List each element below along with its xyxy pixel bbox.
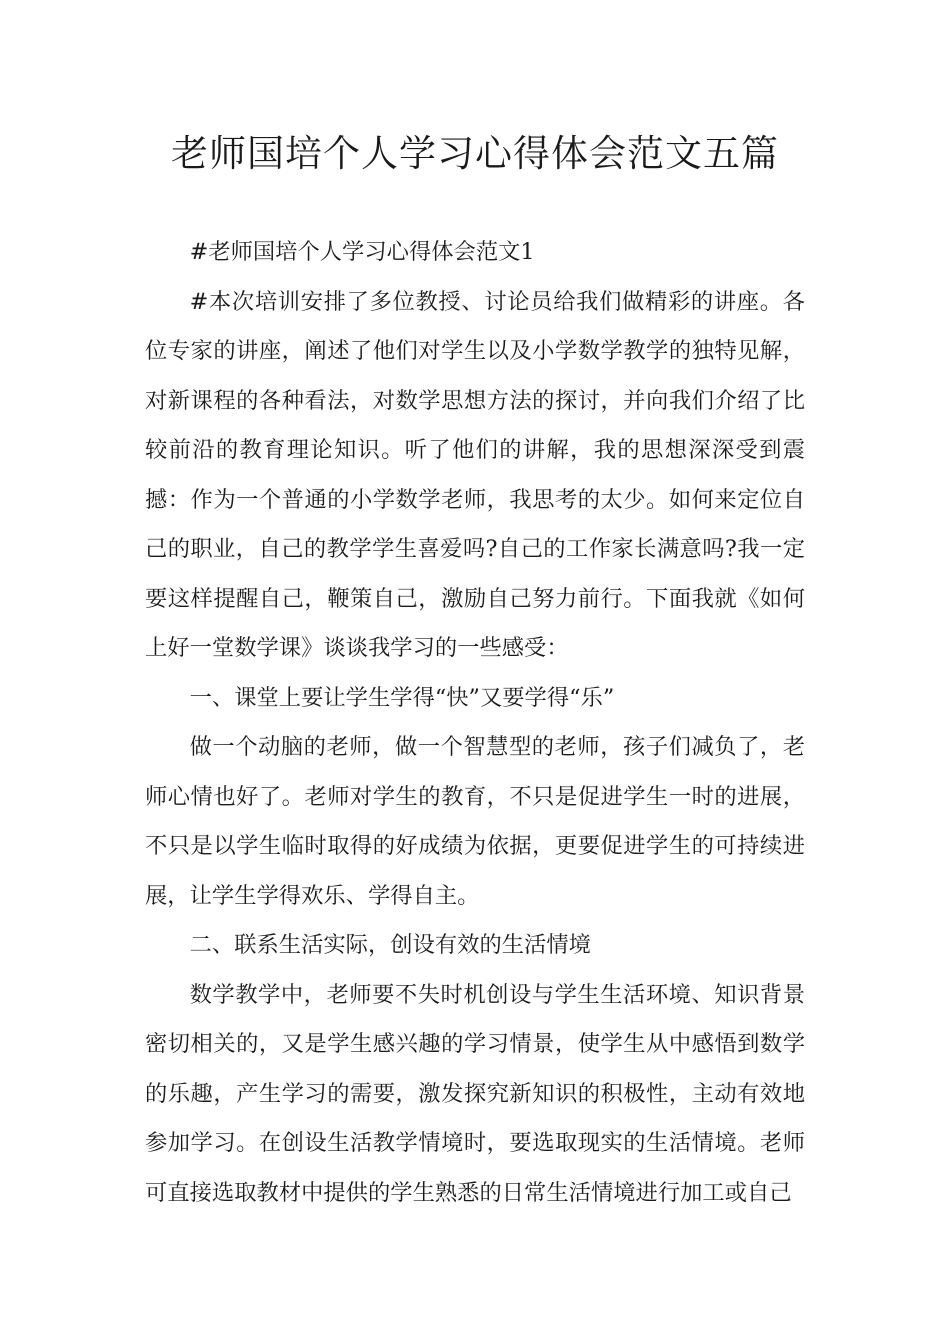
paragraph-heading-1: #老师国培个人学习心得体会范文1 [189,239,535,265]
section-heading-1: 一、课堂上要让学生学得“快”又要学得“乐” [189,684,615,711]
document-body [145,228,805,1218]
paragraph-section-1: 做一个动脑的老师，做一个智慧型的老师，孩子们减负了，老师心情也好了。老师对学生的教育，不只是促进学生一时的进展，不只是以学生临时取得的好成绩为依据，更要促进学生的可持续进展，让学生学得欢乐、学得自主。 [145,734,805,909]
paragraph-section-2: 数学教学中，老师要不失时机创设与学生生活环境、知识背景密切相关的，又是学生感兴趣的学习情景，使学生从中感悟到数学的乐趣，产生学习的需要，激发探究新知识的积极性，主动有效地参加学习。在创设生活教学情境时，要选取现实的生活情境。老师可直接选取教材中提供的学生熟悉的日常生活情境进行加工或自己 [145,981,805,1206]
paragraph-intro: #本次培训安排了多位教授、讨论员给我们做精彩的讲座。各位专家的讲座，阐述了他们对学生以及小学数学教学的独特见解，对新课程的各种看法，对数学思想方法的探讨，并向我们介绍了比较前沿的教育理论知识。听了他们的讲解，我的思想深深受到震撼：作为一个普通的小学数学老师，我思考的太少。如何来定位自己的职业，自己的教学学生喜爱吗?自己的工作家长满意吗?我一定要这样提醒自己，鞭策自己，激励自己努力前行。下面我就《如何上好一堂数学课》谈谈我学习的一些感受： [145,288,805,661]
document-title: 老师国培个人学习心得体会范文五篇 [171,132,779,175]
section-heading-2: 二、联系生活实际，创设有效的生活情境 [189,932,591,958]
